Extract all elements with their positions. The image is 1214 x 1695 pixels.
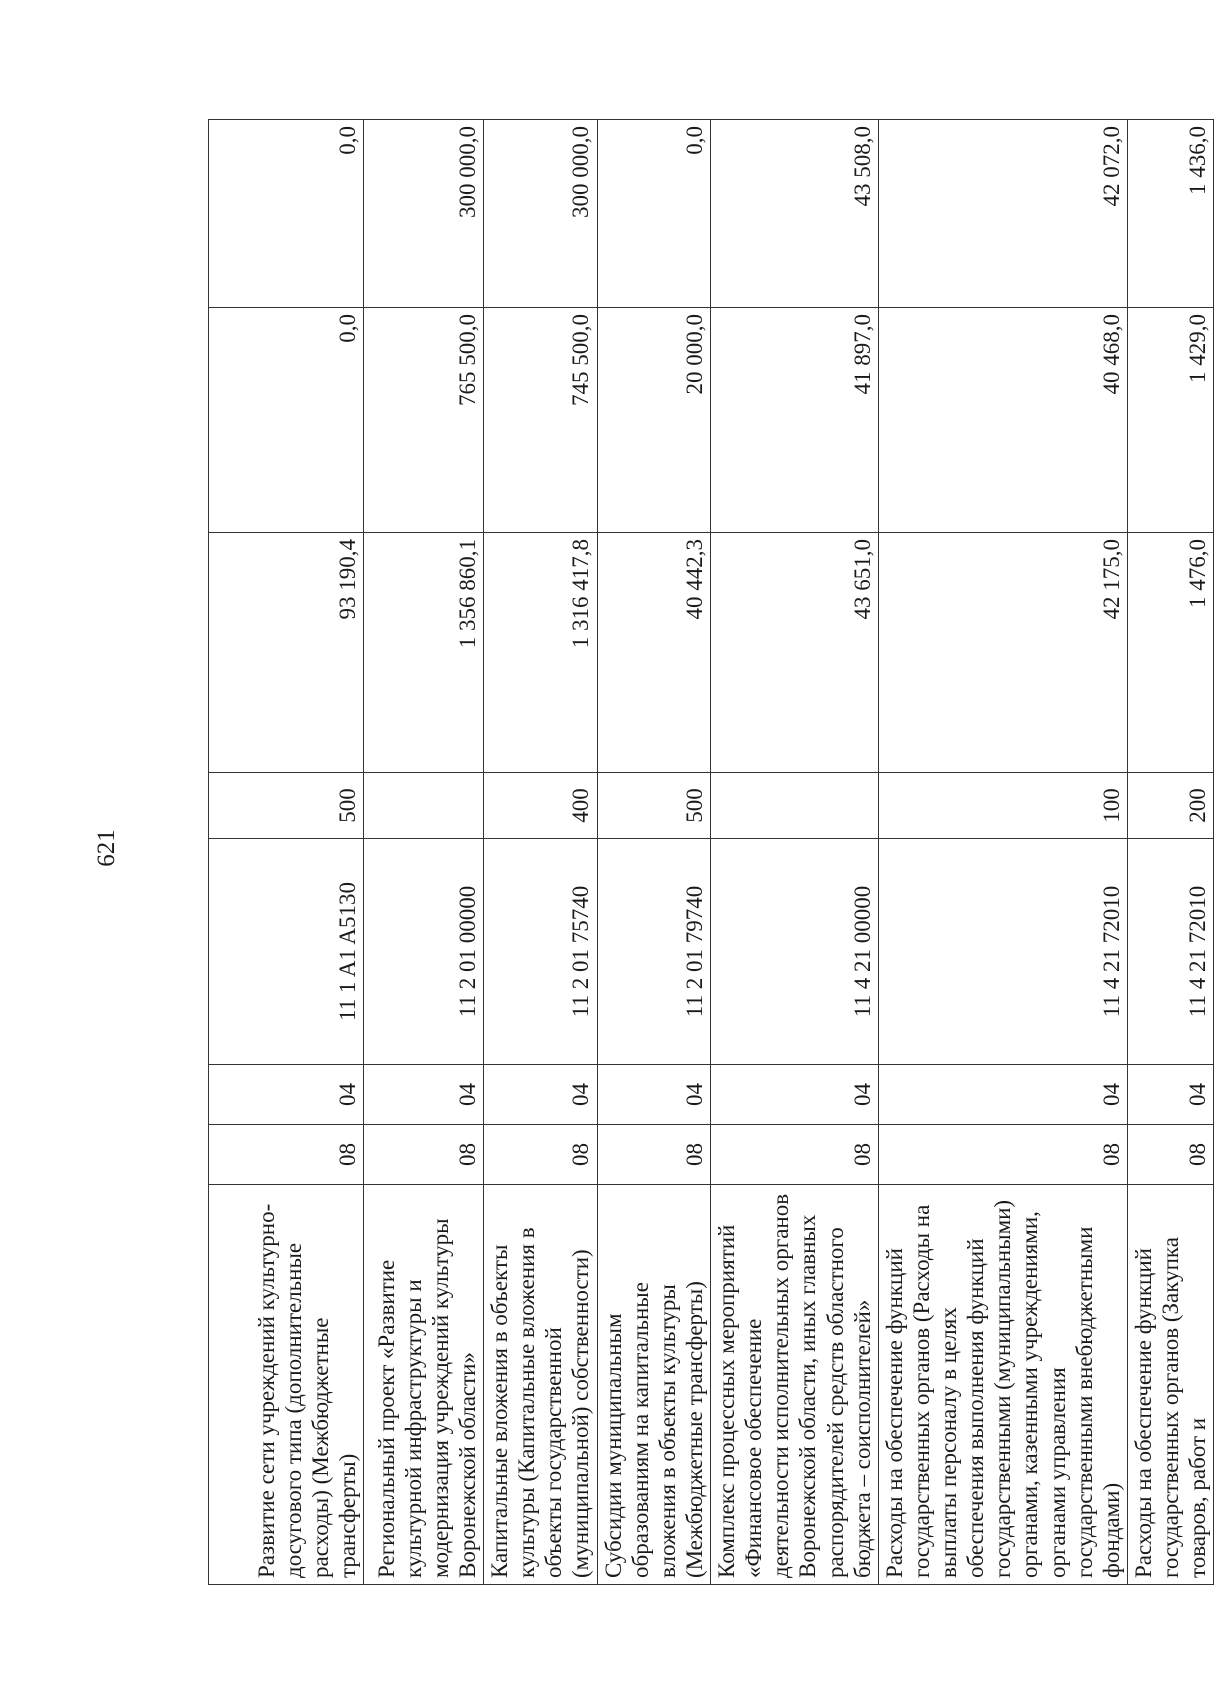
row-subsection: 04 <box>209 1065 364 1125</box>
row-section: 08 <box>711 1125 879 1185</box>
row-value-3: 0,0 <box>597 120 711 308</box>
table-row <box>1127 120 1213 1585</box>
row-name: Расходы на обеспечение функций государственных органов (Закупка товаров, работ и <box>1127 1185 1213 1585</box>
table-row <box>484 120 598 1585</box>
row-name: Капитальные вложения в объекты культуры (Капитальные вложения в объекты государственной (муниципальной) собственности) <box>484 1185 598 1585</box>
row-value-3: 42 072,0 <box>878 120 1127 308</box>
row-target-code: 11 4 21 72010 <box>1127 839 1213 1065</box>
row-value-3: 1 436,0 <box>1127 120 1213 308</box>
row-expense-type: 400 <box>484 773 598 839</box>
row-expense-type <box>364 773 484 839</box>
row-subsection: 04 <box>484 1065 598 1125</box>
row-expense-type <box>711 773 879 839</box>
row-expense-type: 500 <box>597 773 711 839</box>
row-section: 08 <box>1127 1125 1213 1185</box>
row-value-2: 0,0 <box>209 308 364 533</box>
table-row <box>209 120 364 1585</box>
row-value-3: 300 000,0 <box>484 120 598 308</box>
row-subsection: 04 <box>711 1065 879 1125</box>
row-value-1: 1 476,0 <box>1127 533 1213 773</box>
table-row <box>364 120 484 1585</box>
row-value-2: 1 429,0 <box>1127 308 1213 533</box>
row-value-3: 300 000,0 <box>364 120 484 308</box>
row-subsection: 04 <box>364 1065 484 1125</box>
budget-table <box>208 119 1214 1585</box>
row-value-3: 0,0 <box>209 120 364 308</box>
row-target-code: 11 4 21 72010 <box>878 839 1127 1065</box>
row-section: 08 <box>484 1125 598 1185</box>
row-target-code: 11 1 A1 A5130 <box>209 839 364 1065</box>
row-value-1: 43 651,0 <box>711 533 879 773</box>
row-value-1: 93 190,4 <box>209 533 364 773</box>
row-name: Расходы на обеспечение функций государственных органов (Расходы на выплаты персоналу в целях обеспечения выполнения функций государственными (муниципальными) органами, казенными учреждениями, органами управления государственными внебюджетными фондами) <box>878 1185 1127 1585</box>
row-value-2: 40 468,0 <box>878 308 1127 533</box>
row-value-1: 1 316 417,8 <box>484 533 598 773</box>
row-name: Региональный проект «Развитие культурной инфраструктуры и модернизация учреждений культуры Воронежской области» <box>364 1185 484 1585</box>
row-target-code: 11 2 01 79740 <box>597 839 711 1065</box>
row-value-1: 40 442,3 <box>597 533 711 773</box>
row-subsection: 04 <box>878 1065 1127 1125</box>
row-value-2: 745 500,0 <box>484 308 598 533</box>
row-section: 08 <box>597 1125 711 1185</box>
row-subsection: 04 <box>1127 1065 1213 1125</box>
row-name: Развитие сети учреждений культурно-досугового типа (дополнительные расходы) (Межбюджетные трансферты) <box>209 1185 364 1585</box>
row-expense-type: 500 <box>209 773 364 839</box>
table-row <box>878 120 1127 1585</box>
row-name: Комплекс процессных мероприятий «Финансовое обеспечение деятельности исполнительных органов Воронежской области, иных главных распорядителей средств областного бюджета – соисполнителей» <box>711 1185 879 1585</box>
row-value-1: 42 175,0 <box>878 533 1127 773</box>
row-target-code: 11 4 21 00000 <box>711 839 879 1065</box>
row-value-2: 41 897,0 <box>711 308 879 533</box>
row-value-3: 43 508,0 <box>711 120 879 308</box>
table-row <box>597 120 711 1585</box>
page-number: 621 <box>93 829 120 867</box>
row-section: 08 <box>209 1125 364 1185</box>
table-row <box>711 120 879 1585</box>
row-subsection: 04 <box>597 1065 711 1125</box>
row-name: Субсидии муниципальным образованиям на капитальные вложения в объекты культуры (Межбюджетные трансферты) <box>597 1185 711 1585</box>
row-expense-type: 100 <box>878 773 1127 839</box>
row-expense-type: 200 <box>1127 773 1213 839</box>
row-target-code: 11 2 01 75740 <box>484 839 598 1065</box>
row-value-2: 20 000,0 <box>597 308 711 533</box>
rotated-table-container <box>208 120 1211 1585</box>
row-value-1: 1 356 860,1 <box>364 533 484 773</box>
row-value-2: 765 500,0 <box>364 308 484 533</box>
row-section: 08 <box>364 1125 484 1185</box>
row-target-code: 11 2 01 00000 <box>364 839 484 1065</box>
row-section: 08 <box>878 1125 1127 1185</box>
